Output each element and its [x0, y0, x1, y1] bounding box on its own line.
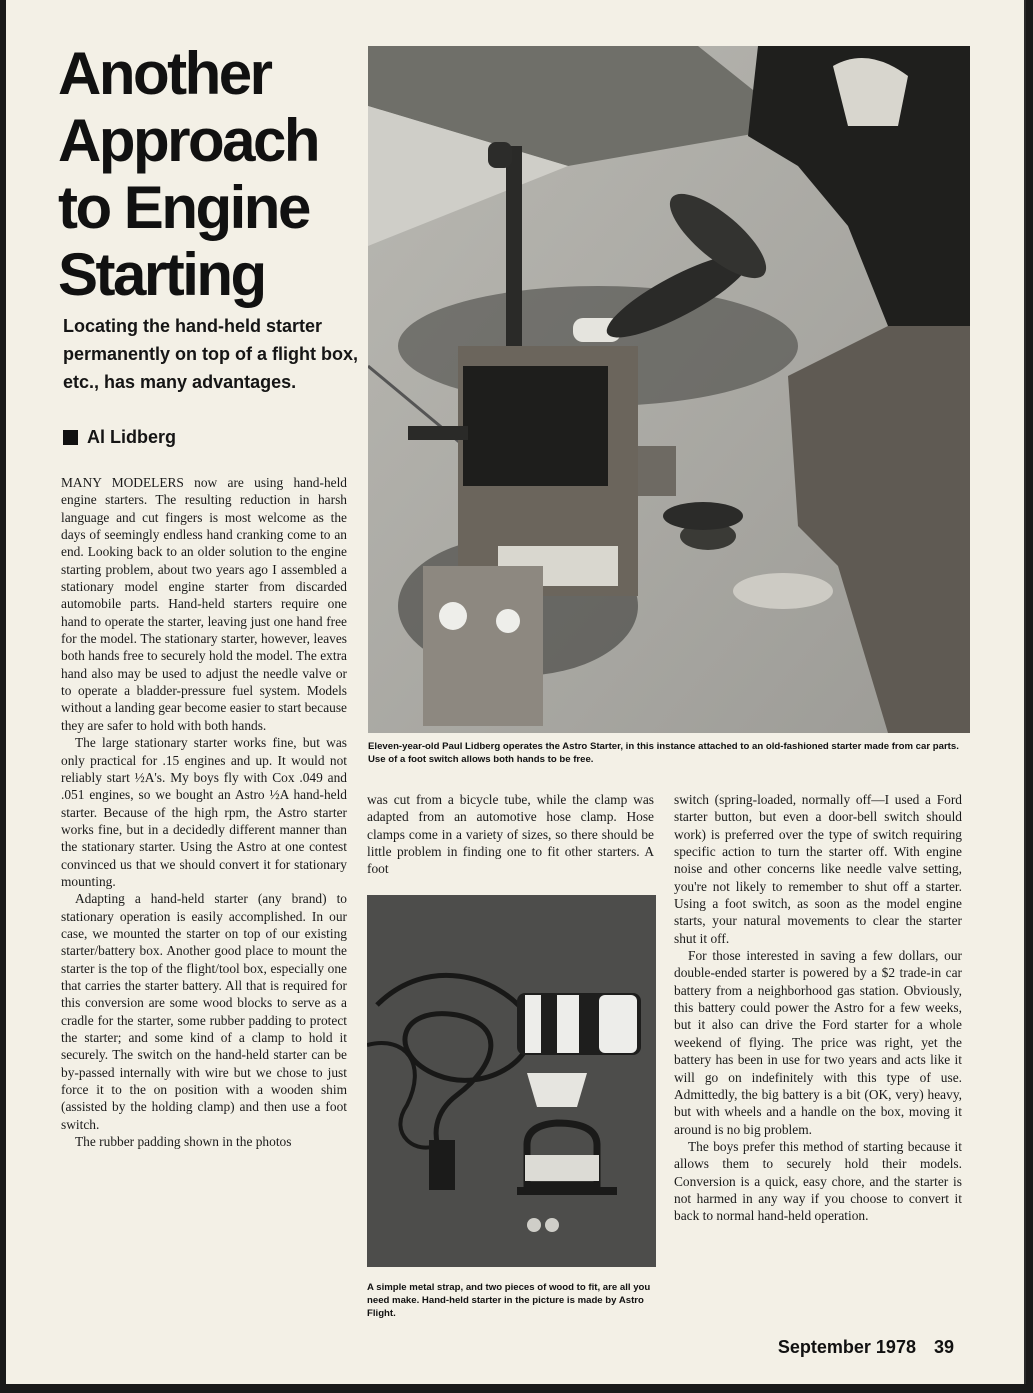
page-footer	[778, 1337, 954, 1358]
photo-boy-with-starter-illustration	[368, 46, 970, 733]
issue-date: September 1978	[777, 1337, 916, 1357]
body-column-3	[674, 791, 962, 1225]
page-number: 39	[933, 1337, 954, 1357]
photo-starter-parts-illustration	[367, 895, 656, 1267]
paragraph: The rubber padding shown in the photos	[75, 1134, 292, 1150]
article-subtitle: Locating the hand-held starter permanently on top of a flight box, etc., has many advantages.	[63, 316, 358, 392]
byline	[63, 427, 176, 448]
title-line: to Engine	[58, 174, 309, 241]
body-column-1	[61, 474, 347, 1150]
author-name: Al Lidberg	[87, 427, 176, 447]
title-line: Starting	[58, 241, 265, 308]
paragraph: The boys prefer this method of starting because it allows them to securely hold their models. Conversion is a quick, easy chore, and the starter is not harmed in any way if you choose to convert it back to normal hand-held operation.	[674, 1138, 962, 1224]
paragraph: MANY MODELERS now are using hand-held engine starters. The resulting reduction in harsh language and cut fingers is most welcome as the days of seemingly endless hand cranking come to an end. Looking back to an older solution to the engine starting problem, about two years ago I assembled a stationary model engine starter from discarded automobile parts. Hand-held starters require one hand to operate the starter, leaving just one hand free for the model. The stationary starter, however, leaves both hands free to securely hold the model. The extra hand also may be used to adjust the needle valve or to operate a bladder-pressure fuel system. Models without a landing gear become easier to start because they are safer to hold with both hands.	[61, 475, 347, 733]
magazine-page	[6, 0, 1026, 1384]
paragraph: The large stationary starter works fine, but was only practical for .15 engines and up. It would not reliably start ½A's. My boys fly with Cox .049 and .051 engines, so we bought an Astro ½A hand-held starter. Because of the high rpm, the Astro starter works fine, but in a decidedly different manner than the stationary starter. Using the Astro at one contest convinced us that we should convert it for stationary mounting.	[61, 735, 347, 889]
photo-boy-with-starter	[368, 46, 970, 733]
photo-caption: Eleven-year-old Paul Lidberg operates the Astro Starter, in this instance attached to an old-fashioned starter made from car parts. Use of a foot switch allows both hands to be free.	[368, 741, 959, 765]
article-title	[58, 40, 358, 308]
body-column-2	[367, 791, 654, 878]
photo-starter-parts	[367, 895, 656, 1267]
square-bullet-icon	[63, 430, 78, 445]
paragraph: switch (spring-loaded, normally off—I used a Ford starter button, but even a door-bell switch should work) is preferred over the type of switch requiring specific action to turn the starter off. With engine noise and other concerns like needle valve setting, you're not likely to remember to shut off a starter. Using a foot switch, as soon as the model engine starts, your natural movements to clear the starter shut it off.	[674, 792, 962, 946]
title-line: Another	[58, 40, 271, 107]
photo-caption: A simple metal strap, and two pieces of wood to fit, are all you need make. Hand-held starter in the picture is made by Astro Flight.	[367, 1282, 651, 1319]
title-line: Approach	[58, 107, 319, 174]
paragraph: Adapting a hand-held starter (any brand) to stationary operation is easily accomplished. In our case, we mounted the starter on top of our existing starter/battery box. Another good place to mount the starter is the top of the flight/tool box, especially one that carries the starter battery. All that is required for this conversion are some wood blocks to serve as a cradle for the starter, some rubber padding to protect the starter; and some kind of a clamp to hold it securely. The switch on the hand-held starter can be by-passed internally with wire but we chose to just force it to the on position with a wooden shim (assisted by the holding clamp) and then use a foot switch.	[61, 891, 347, 1132]
paragraph: For those interested in saving a few dollars, our double-ended starter is powered by a $2 trade-in car battery from a neighborhood gas station. Obviously, this battery could power the Astro for a few weeks, but it also can drive the Ford starter for a whole weekend of flying. The price was right, yet the battery has been in use for two years and acts like it will go on indefinitely with this type of use. Admittedly, the big battery is a bit (OK, very) heavy, but with wheels and a handle on the box, moving it around is no big problem.	[674, 948, 962, 1137]
paragraph: was cut from a bicycle tube, while the clamp was adapted from an automotive hose clamp. Hose clamps come in a variety of sizes, so there should be little problem in finding one to fit other starters. A foot	[367, 792, 654, 877]
